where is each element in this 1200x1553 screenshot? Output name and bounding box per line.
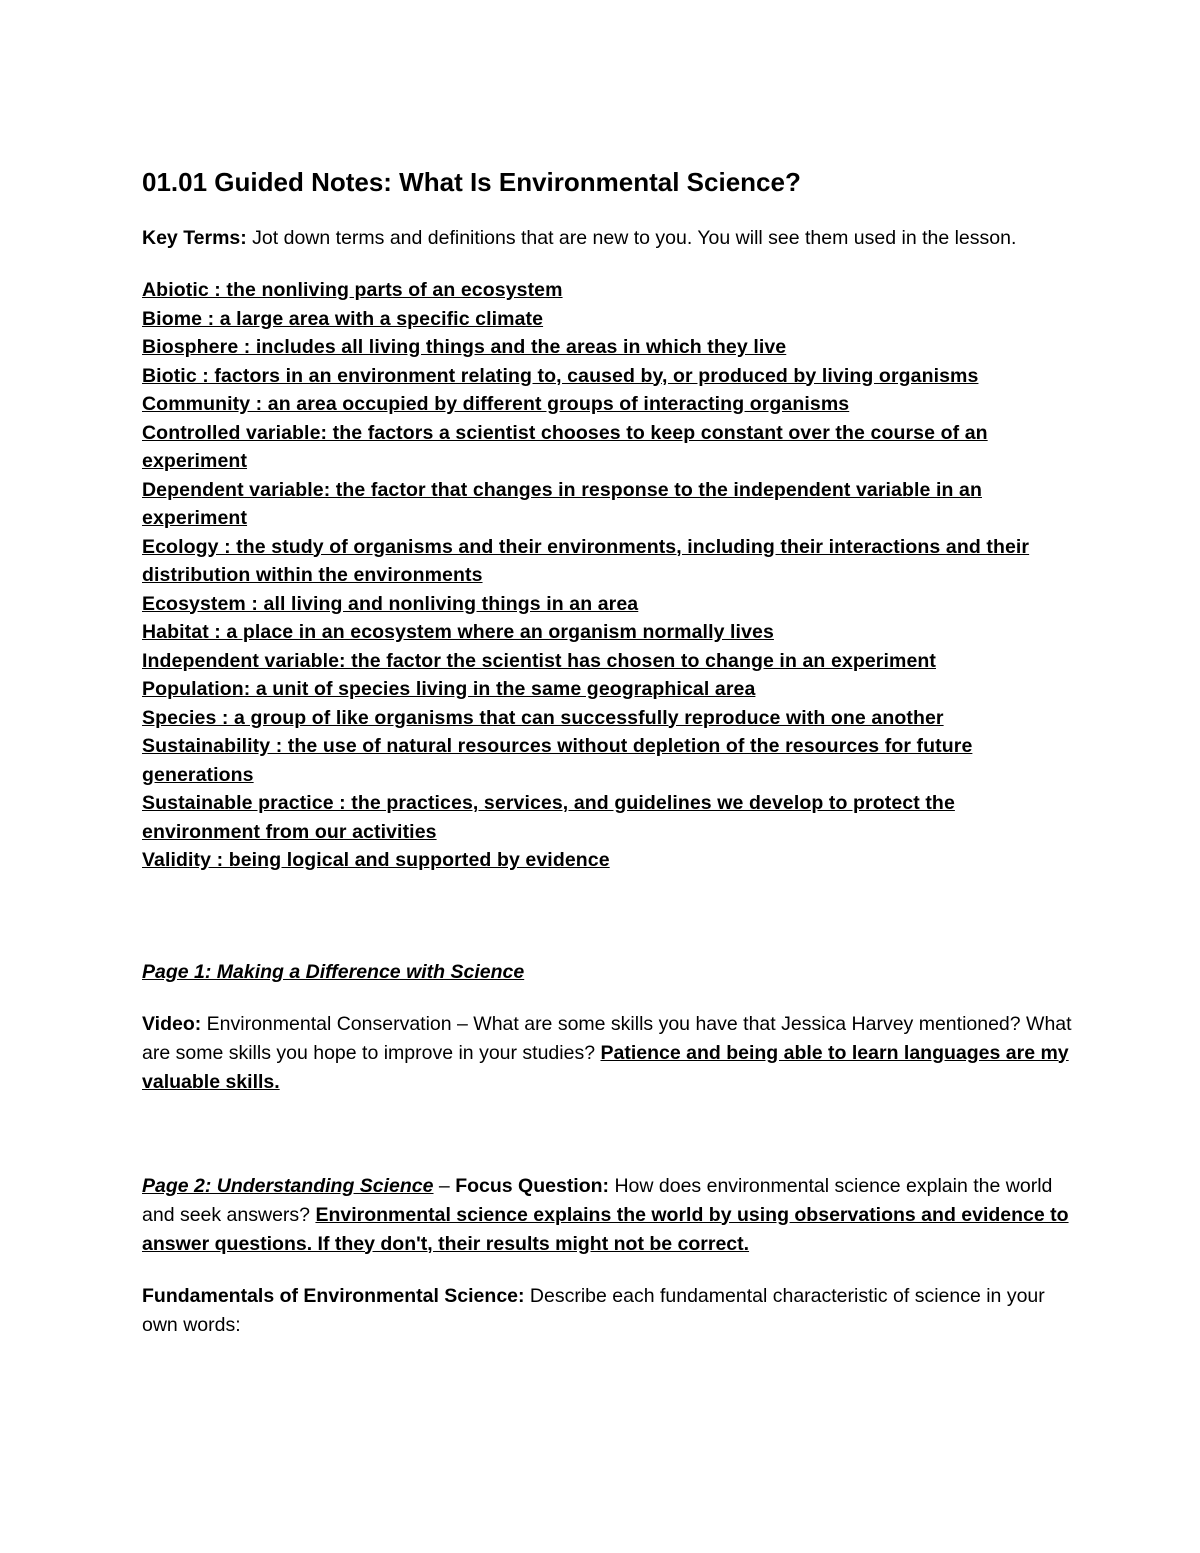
term-item: Ecology : the study of organisms and their environments, including their interactions and their distribution within the environments xyxy=(142,535,1030,586)
term-item: Ecosystem : all living and nonliving things in an area xyxy=(142,592,639,615)
focus-question-label: Focus Question: xyxy=(455,1174,610,1197)
term-item: Dependent variable: the factor that changes in response to the independent variable in an experiment xyxy=(142,478,982,529)
key-terms-label: Key Terms: xyxy=(142,227,247,249)
term-item: Validity : being logical and supported by evidence xyxy=(142,849,610,871)
focus-question-answer: Environmental science explains the world by using observations and evidence to answer questions. If they don't, their results might not be correct. xyxy=(142,1203,1069,1255)
term-item: Community : an area occupied by different groups of interacting organisms xyxy=(142,393,850,415)
term-item: Sustainable practice : the practices, services, and guidelines we develop to protect the environment from our activities xyxy=(142,792,955,843)
page2-separator: – xyxy=(433,1174,456,1197)
term-item: Species : a group of like organisms that can successfully reproduce with one another xyxy=(142,706,944,729)
term-item: Biome : a large area with a specific climate xyxy=(142,307,544,330)
term-item: Sustainability : the use of natural resources without depletion of the resources for future generations xyxy=(142,735,973,786)
document-page xyxy=(142,166,1072,1340)
term-item: Abiotic : the nonliving parts of an ecosystem xyxy=(142,279,563,301)
fundamentals-prompt xyxy=(142,1282,1072,1340)
term-item: Population: a unit of species living in the same geographical area xyxy=(142,678,756,700)
video-label: Video: xyxy=(142,1012,202,1035)
key-terms-intro xyxy=(142,224,1072,253)
term-item: Biosphere : includes all living things and the areas in which they live xyxy=(142,336,787,358)
page-title: 01.01 Guided Notes: What Is Environmental Science? xyxy=(142,167,801,197)
fundamentals-text: Describe each fundamental characteristic of science in your own words: xyxy=(142,1284,1045,1336)
page2-focus-question xyxy=(142,1172,1072,1259)
page1-heading: Page 1: Making a Difference with Science xyxy=(142,960,525,983)
video-question xyxy=(142,1010,1072,1097)
video-answer: Patience and being able to learn languages are my valuable skills. xyxy=(142,1041,1069,1093)
video-text: Environmental Conservation – What are some skills you have that Jessica Harvey mentioned? What are some skills you hope to improve in your studies? xyxy=(142,1012,1072,1064)
page1-heading-row xyxy=(142,958,1072,987)
term-item: Controlled variable: the factors a scientist chooses to keep constant over the course of an experiment xyxy=(142,421,988,472)
fundamentals-label: Fundamentals of Environmental Science: xyxy=(142,1284,525,1307)
term-item: Biotic : factors in an environment relating to, caused by, or produced by living organisms xyxy=(142,364,979,387)
focus-question-text: How does environmental science explain the world and seek answers? xyxy=(142,1174,1053,1226)
term-item: Habitat : a place in an ecosystem where an organism normally lives xyxy=(142,621,774,643)
page2-heading: Page 2: Understanding Science xyxy=(142,1174,434,1197)
term-item: Independent variable: the factor the scientist has chosen to change in an experiment xyxy=(142,649,936,672)
key-terms-text: Jot down terms and definitions that are new to you. You will see them used in the lesson. xyxy=(246,227,1017,249)
terms-list xyxy=(142,276,1072,875)
